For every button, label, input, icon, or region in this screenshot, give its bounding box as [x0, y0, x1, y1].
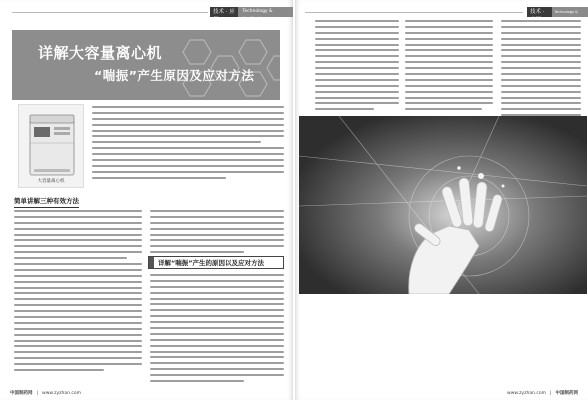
footer-brand-right: 中国制药网: [555, 391, 578, 396]
robot-hand-artwork: [299, 116, 587, 294]
right-page: [295, 0, 588, 400]
footer-url-right: www.zyzhan.com: [507, 390, 546, 396]
page-header-right: [527, 7, 588, 17]
centrifuge-image: [28, 113, 76, 177]
header-rule-right: [305, 12, 523, 13]
body-column-2-bottom: [150, 274, 284, 386]
right-column-1: [315, 20, 399, 114]
header-subtitle: Technology & Application: [238, 7, 293, 17]
centrifuge-photo: [18, 104, 84, 188]
page-footer-right: www.zyzhan.com | 中国制药网: [507, 390, 578, 396]
right-column-2: [405, 20, 493, 114]
intro-paragraph: [92, 106, 284, 183]
article-title: 详解大容量离心机: [38, 44, 163, 62]
left-page: [0, 0, 293, 400]
page-footer: 中国制药网 | www.zyzhan.com: [10, 390, 81, 396]
section-heading-2: 详解“喘振”产生的原因以及应对方法: [148, 256, 284, 269]
header-rule: [12, 12, 208, 13]
footer-brand: 中国制药网: [10, 391, 33, 396]
title-banner: [12, 30, 280, 100]
article-subtitle: “喘振”产生原因及应对方法: [94, 68, 255, 83]
photo-caption: 大容量离心机: [37, 179, 65, 184]
header-tag: 技术 · 应用: [210, 7, 238, 17]
header-tag-right: 技术 ·: [527, 7, 552, 17]
robot-hand-illustration: [299, 116, 587, 294]
body-column-2-top: [150, 210, 284, 257]
page-header: [210, 7, 293, 23]
footer-url: www.zyzhan.com: [42, 390, 81, 396]
section-heading-1: 简单讲解三种有效方法: [14, 196, 79, 205]
header-subtitle-right: Technology &: [552, 7, 588, 17]
body-column-1: [14, 210, 142, 375]
